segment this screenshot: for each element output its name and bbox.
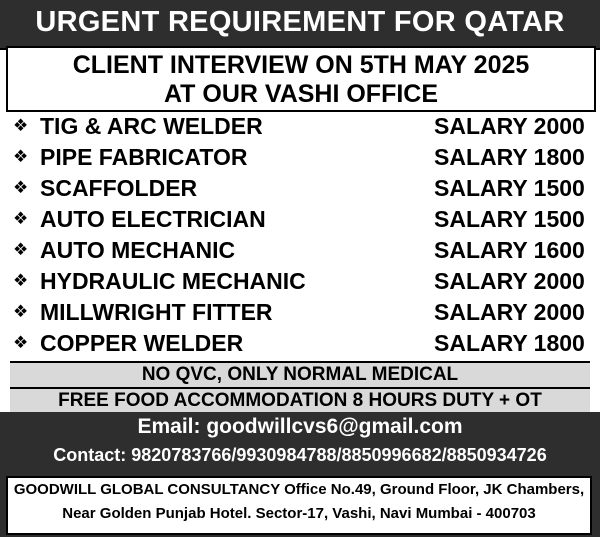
medical-note: NO QVC, ONLY NORMAL MEDICAL [10, 361, 590, 387]
job-salary: SALARY 1800 [434, 330, 585, 356]
diamond-bullet-icon: ❖ [13, 209, 29, 228]
job-title: TIG & ARC WELDER [40, 113, 263, 139]
job-title: PIPE FABRICATOR [40, 144, 248, 170]
job-row [8, 267, 592, 298]
diamond-bullet-icon: ❖ [13, 333, 29, 352]
job-title: AUTO ELECTRICIAN [40, 206, 266, 232]
diamond-bullet-icon: ❖ [13, 302, 29, 321]
diamond-bullet-icon: ❖ [13, 271, 29, 290]
header-banner [0, 0, 600, 50]
interview-date: CLIENT INTERVIEW ON 5TH MAY 2025 [72, 51, 530, 79]
job-salary: SALARY 2000 [434, 299, 585, 325]
job-title: AUTO MECHANIC [40, 237, 236, 263]
job-row [8, 236, 592, 267]
diamond-bullet-icon: ❖ [13, 240, 29, 259]
job-salary: SALARY 2000 [434, 113, 585, 139]
job-salary: SALARY 1800 [434, 144, 585, 170]
job-row [8, 298, 592, 329]
job-title: COPPER WELDER [40, 330, 244, 356]
diamond-bullet-icon: ❖ [13, 147, 29, 166]
job-row [8, 174, 592, 205]
diamond-bullet-icon: ❖ [13, 178, 29, 197]
job-list [8, 112, 592, 360]
interview-box [6, 46, 596, 112]
company-address-line-1: GOODWILL GLOBAL CONSULTANCY Office No.49, Ground Floor, JK Chambers, [13, 481, 585, 498]
contact-numbers[interactable]: Contact: 9820783766/9930984788/8850996682/8850934726 [53, 445, 547, 465]
benefits-note: FREE FOOD ACCOMMODATION 8 HOURS DUTY + OT [10, 387, 590, 415]
job-row [8, 205, 592, 236]
interview-location: AT OUR VASHI OFFICE [163, 80, 439, 108]
company-address-box [6, 476, 592, 535]
job-row [8, 329, 592, 360]
job-row [8, 112, 592, 143]
job-row [8, 143, 592, 174]
header-title: URGENT REQUIREMENT FOR QATAR [35, 6, 565, 38]
email-line[interactable]: Email: goodwillcvs6@gmail.com [137, 415, 463, 438]
company-address-line-2: Near Golden Punjab Hotel. Sector-17, Vashi, Navi Mumbai - 400703 [62, 505, 536, 522]
job-salary: SALARY 1500 [434, 175, 585, 201]
job-salary: SALARY 1600 [434, 237, 585, 263]
diamond-bullet-icon: ❖ [13, 116, 29, 135]
job-salary: SALARY 2000 [434, 268, 585, 294]
job-title: SCAFFOLDER [40, 175, 198, 201]
job-title: HYDRAULIC MECHANIC [40, 268, 306, 294]
job-salary: SALARY 1500 [434, 206, 585, 232]
job-title: MILLWRIGHT FITTER [40, 299, 273, 325]
